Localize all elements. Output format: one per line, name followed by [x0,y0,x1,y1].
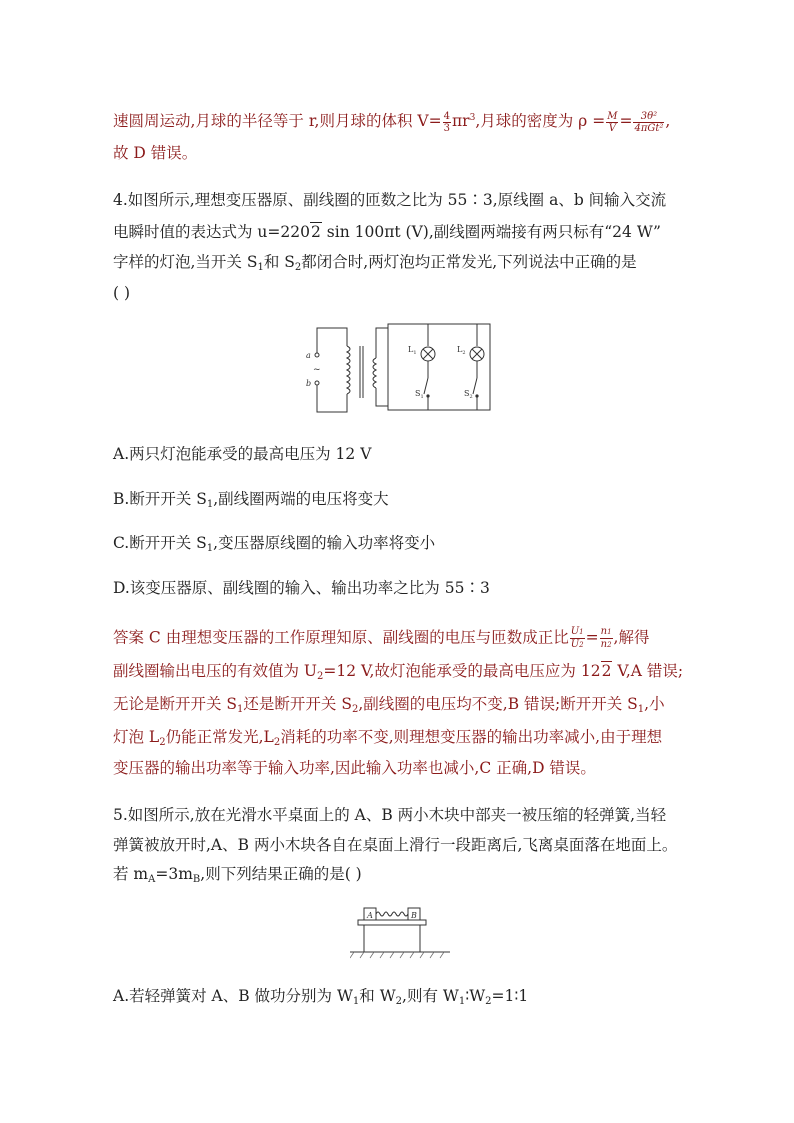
switch-2-icon [473,378,477,394]
text: 若 m [113,865,149,883]
numerator: 4 [443,110,450,122]
text: =3m [155,865,193,883]
denominator: V [608,122,616,134]
superscript: 3 [469,113,476,123]
prev-solution-line-2: 故 D 错误。 [113,144,198,162]
text: 字样的灯泡,当开关 S [113,253,258,271]
subscript: 1 [237,704,244,715]
fraction-u1-u2 [570,626,585,651]
block-a-label: A [367,911,373,920]
terminal-a-icon [315,353,319,357]
equals-sign: = [619,112,633,130]
text: =12 V,故灯泡能承受的最高电压应为 12 [323,662,601,680]
text: , [665,112,671,130]
numerator: n1 [600,626,612,637]
q4-option-b [113,489,389,515]
text: ,副线圈两端的电压将变大 [213,490,389,508]
q5-stem-line-2: 弹簧被放开时,A、B 两小木块各自在桌面上滑行一段距离后,飞离桌面落在地面上。 [113,836,678,854]
subscript: 1 [206,499,214,510]
denominator: n2 [600,639,612,650]
subscript: A [148,874,156,885]
subscript: 2 [485,996,492,1007]
text: ,则下列结果正确的是( ) [200,865,362,883]
text: ∶W [465,987,486,1005]
label-s1: $S_1$ [415,389,424,400]
text: A.若轻弹簧对 A、B 做功分别为 W [113,987,353,1005]
q4-option-a: A.两只灯泡能承受的最高电压为 12 V [113,445,372,463]
terminal-b-icon [315,381,319,385]
q4-stem-line-1: 4.如图所示,理想变压器原、副线圈的匝数之比为 55∶3,原线圈 a、b 间输入交流 [113,191,667,209]
q5-option-a [113,986,528,1012]
fraction-density [633,111,664,134]
numerator: 3θ² [633,111,664,123]
text: sin 100πt (V),副线圈两端接有两只标有“24 W” [321,223,661,241]
denominator: 4πGt² [634,122,664,134]
transformer-circuit-figure [300,318,500,418]
numerator: M [607,110,618,122]
text: =1∶1 [491,987,529,1005]
label-b: b [306,379,312,388]
text: 灯泡 L [113,728,160,746]
label-l1: $L_1$ [408,345,417,356]
primary-wire-top [317,328,347,353]
text: ,则有 W [402,987,459,1005]
equals-sign: = [585,628,599,647]
q5-stem-line-3 [113,864,362,890]
text: ,月球的密度为 ρ = [475,112,606,130]
q4-stem-line-3 [113,252,637,278]
block-b-label: B [411,911,417,920]
subscript: 2 [395,996,403,1007]
tabletop-icon [358,920,426,925]
secondary-wire [376,324,490,410]
subscript: 1 [352,996,360,1007]
label-s2: $S_2$ [464,389,473,400]
label-tilde: ~ [313,365,321,375]
q4-answer-line-5: 变压器的输出功率等于输入功率,因此输入功率也减小,C 正确,D 错误。 [113,759,596,777]
q4-stem-line-2 [113,222,661,242]
prev-solution-line-1 [113,108,670,134]
text: ,小 [644,695,665,713]
q4-answer-line-4 [113,727,662,753]
q4-answer-line-3 [113,694,665,720]
text: 仍能正常发光,L [165,728,274,746]
text: 和 W [359,987,396,1005]
label-a: a [306,351,311,360]
primary-coil [347,346,350,394]
table-blocks-figure [350,904,450,960]
denominator: U2 [570,639,584,650]
text: 和 S [263,253,295,271]
text: ,解得 [613,628,650,647]
q4-answer-line-2 [113,661,683,687]
text: C.断开开关 S [113,534,207,552]
subscript: B [192,874,201,885]
q4-answer-blank: ( ) [113,284,131,302]
text: 无论是断开开关 S [113,695,238,713]
text: 电瞬时值的表达式为 u=220 [113,223,310,241]
fraction-m-v [606,111,618,134]
subscript: 2 [159,737,166,748]
subscript: 2 [317,671,324,682]
switch-1-icon [424,378,428,394]
text: ,变压器原线圈的输入功率将变小 [213,534,436,552]
subscript: 2 [351,704,359,715]
text: 答案 C 由理想变压器的工作原理知原、副线圈的电压与匝数成正比 [113,628,569,647]
fraction-n1-n2 [600,626,613,651]
primary-wire-bottom [317,385,347,412]
q4-option-c [113,533,435,559]
subscript: 2 [294,262,302,273]
secondary-coil [373,358,376,388]
numerator: U1 [570,626,584,637]
text: 消耗的功率不变,则理想变压器的输出功率减小,由于理想 [280,728,663,746]
subscript: 1 [206,543,214,554]
subscript: 1 [458,996,466,1007]
text: B.断开开关 S [113,490,207,508]
q5-stem-line-1: 5.如图所示,放在光滑水平桌面上的 A、B 两小木块中部夹一被压缩的轻弹簧,当轻 [113,806,667,824]
text: 副线圈输出电压的有效值为 U [113,662,317,680]
label-l2: $L_2$ [457,345,466,356]
subscript: 1 [257,262,264,273]
denominator: 3 [443,122,450,134]
text: ,副线圈的电压均不变,B 错误;断开开关 S [358,695,638,713]
text: V,A 错误; [612,662,684,680]
q4-option-d: D.该变压器原、副线圈的输入、输出功率之比为 55∶3 [113,579,490,597]
text: 速圆周运动,月球的半径等于 r,则月球的体积 V= [113,112,442,130]
sqrt-value: 2 [310,223,321,241]
sqrt-value: 2 [601,662,612,680]
subscript: 1 [637,704,645,715]
q4-answer-line-1 [113,626,649,651]
spring-icon [376,912,408,916]
text: 还是断开开关 S [243,695,352,713]
text: 都闭合时,两灯泡均正常发光,下列说法中正确的是 [301,253,637,271]
fraction-4-3 [443,111,451,134]
subscript: 2 [273,737,281,748]
text: πr [451,112,470,130]
